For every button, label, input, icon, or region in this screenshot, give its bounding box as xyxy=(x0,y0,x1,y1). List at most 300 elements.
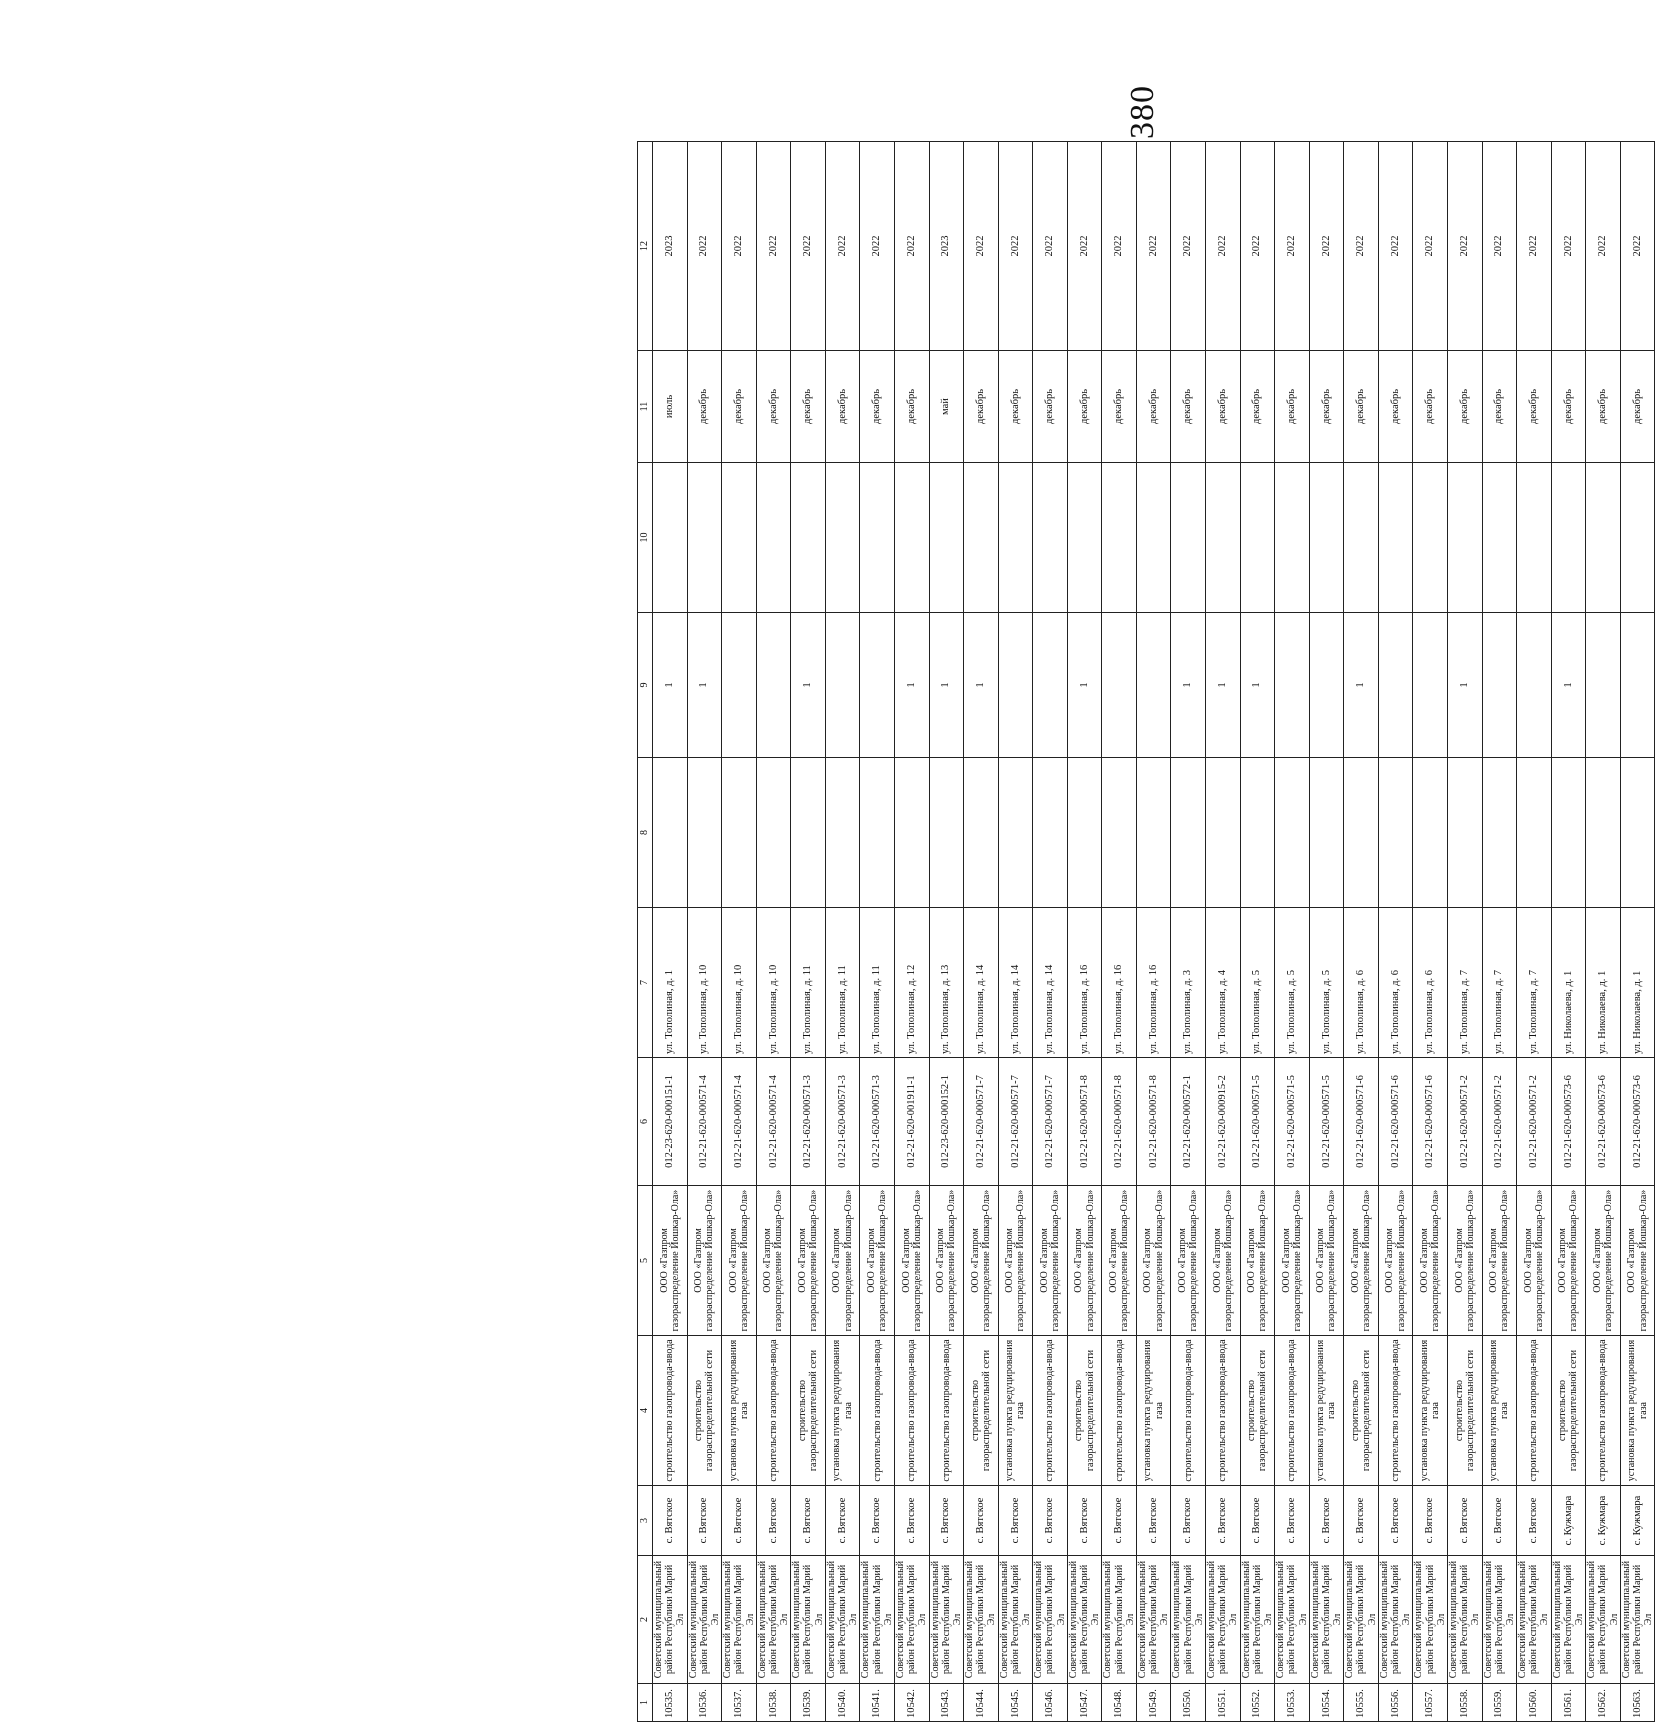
table-cell: декабрь xyxy=(1378,351,1413,463)
table-cell: 10552. xyxy=(1240,1684,1275,1722)
table-cell xyxy=(1378,613,1413,758)
table-cell: Советский муниципальный район Республики Марий Эл xyxy=(687,1556,722,1684)
table-cell: ул. Тополиная, д. 7 xyxy=(1482,908,1517,1058)
table-cell: с. Вятское xyxy=(1206,1486,1241,1556)
table-cell: ООО «Газпром газораспределение Йошкар-Ола» xyxy=(722,1186,757,1336)
table-cell: ООО «Газпром газораспределение Йошкар-Ола» xyxy=(1240,1186,1275,1336)
table-cell: ул. Тополиная, д. 16 xyxy=(1067,908,1102,1058)
table-cell: 1 xyxy=(1067,613,1102,758)
table-cell: с. Вятское xyxy=(1344,1486,1379,1556)
table-cell: с. Вятское xyxy=(1378,1486,1413,1556)
table-cell: 10561. xyxy=(1551,1684,1586,1722)
table-cell xyxy=(1136,758,1171,908)
table-cell: 10546. xyxy=(1033,1684,1068,1722)
table-cell xyxy=(1482,613,1517,758)
table-cell xyxy=(1413,613,1448,758)
table-cell: 1 xyxy=(1447,613,1482,758)
table-row xyxy=(860,142,895,1722)
table-cell: ул. Тополиная, д. 14 xyxy=(998,908,1033,1058)
table-cell: установка пункта редуцирования газа xyxy=(825,1336,860,1486)
table-cell: 2022 xyxy=(1067,142,1102,351)
table-cell: Советский муниципальный район Республики Марий Эл xyxy=(1275,1556,1310,1684)
table-cell: с. Вятское xyxy=(722,1486,757,1556)
table-cell: Советский муниципальный район Республики Марий Эл xyxy=(653,1556,688,1684)
table-cell: строительство газораспределительной сети xyxy=(687,1336,722,1486)
table-cell: строительство газопровода-ввода xyxy=(1517,1336,1552,1486)
column-header: 2 xyxy=(638,1556,653,1684)
table-cell: 10540. xyxy=(825,1684,860,1722)
table-cell xyxy=(860,463,895,613)
table-cell: ООО «Газпром газораспределение Йошкар-Ола» xyxy=(929,1186,964,1336)
table-cell: с. Вятское xyxy=(860,1486,895,1556)
table-cell: ООО «Газпром газораспределение Йошкар-Ола» xyxy=(1033,1186,1068,1336)
table-cell: декабрь xyxy=(1309,351,1344,463)
table-row xyxy=(1206,142,1241,1722)
table-cell: ул. Тополиная, д. 10 xyxy=(722,908,757,1058)
table-cell xyxy=(929,758,964,908)
column-header: 9 xyxy=(638,613,653,758)
table-cell: 2022 xyxy=(1309,142,1344,351)
table-cell: строительство газопровода-ввода xyxy=(860,1336,895,1486)
table-cell: декабрь xyxy=(1102,351,1137,463)
table-cell: 10537. xyxy=(722,1684,757,1722)
table-cell: с. Вятское xyxy=(964,1486,999,1556)
table-cell: 2022 xyxy=(1171,142,1206,351)
table-cell: с. Вятское xyxy=(1136,1486,1171,1556)
table-cell: 2022 xyxy=(687,142,722,351)
table-row xyxy=(929,142,964,1722)
table-cell: строительство газораспределительной сети xyxy=(1344,1336,1379,1486)
table-cell xyxy=(964,758,999,908)
table-cell: ООО «Газпром газораспределение Йошкар-Ола» xyxy=(653,1186,688,1336)
table-cell: строительство газораспределительной сети xyxy=(964,1336,999,1486)
table-cell: 10535. xyxy=(653,1684,688,1722)
table-row xyxy=(825,142,860,1722)
table-cell: декабрь xyxy=(1551,351,1586,463)
table-cell: ООО «Газпром газораспределение Йошкар-Ола» xyxy=(1309,1186,1344,1336)
table-cell: ООО «Газпром газораспределение Йошкар-Ола» xyxy=(1482,1186,1517,1336)
table-cell: декабрь xyxy=(998,351,1033,463)
table-cell: 012-21-620-000571-2 xyxy=(1517,1058,1552,1186)
table-cell: декабрь xyxy=(1067,351,1102,463)
table-cell xyxy=(756,613,791,758)
table-cell: с. Вятское xyxy=(1413,1486,1448,1556)
table-cell: ООО «Газпром газораспределение Йошкар-Ола» xyxy=(1413,1186,1448,1336)
table-cell: ООО «Газпром газораспределение Йошкар-Ола» xyxy=(1344,1186,1379,1336)
table-cell: 2022 xyxy=(1447,142,1482,351)
table-cell: ул. Тополиная, д. 12 xyxy=(894,908,929,1058)
table-cell: 012-21-620-000571-7 xyxy=(964,1058,999,1186)
table-cell: Советский муниципальный район Республики Марий Эл xyxy=(1171,1556,1206,1684)
table-cell: ООО «Газпром газораспределение Йошкар-Ола» xyxy=(1067,1186,1102,1336)
table-cell: установка пункта редуцирования газа xyxy=(1413,1336,1448,1486)
table-cell xyxy=(1102,463,1137,613)
table-cell xyxy=(722,758,757,908)
table-cell: 10539. xyxy=(791,1684,826,1722)
table-row xyxy=(1275,142,1310,1722)
table-cell xyxy=(1517,463,1552,613)
table-cell: 2022 xyxy=(756,142,791,351)
table-cell: ул. Тополиная, д. 14 xyxy=(1033,908,1068,1058)
table-cell: 2022 xyxy=(1136,142,1171,351)
table-cell xyxy=(1309,613,1344,758)
table-cell xyxy=(1482,758,1517,908)
table-cell: строительство газораспределительной сети xyxy=(1067,1336,1102,1486)
table-cell xyxy=(1344,758,1379,908)
table-cell: 012-21-620-000571-5 xyxy=(1240,1058,1275,1186)
gasification-table xyxy=(637,141,1655,1722)
table-cell xyxy=(1586,758,1621,908)
table-cell: Советский муниципальный район Республики Марий Эл xyxy=(1067,1556,1102,1684)
table-cell: 2022 xyxy=(1413,142,1448,351)
column-header: 4 xyxy=(638,1336,653,1486)
table-cell: декабрь xyxy=(1171,351,1206,463)
table-cell: 2022 xyxy=(722,142,757,351)
table-cell xyxy=(894,463,929,613)
table-cell: ул. Николаева, д. 1 xyxy=(1586,908,1621,1058)
table-cell: 012-21-620-000571-3 xyxy=(825,1058,860,1186)
table-cell: ул. Тополиная, д. 16 xyxy=(1102,908,1137,1058)
table-cell: ул. Тополиная, д. 5 xyxy=(1240,908,1275,1058)
table-cell: ул. Тополиная, д. 5 xyxy=(1275,908,1310,1058)
table-cell: строительство газораспределительной сети xyxy=(1447,1336,1482,1486)
table-row xyxy=(791,142,826,1722)
table-cell: 10562. xyxy=(1586,1684,1621,1722)
table-cell: установка пункта редуцирования газа xyxy=(1136,1336,1171,1486)
table-cell xyxy=(1102,758,1137,908)
table-container xyxy=(637,142,1655,1722)
table-cell: 10558. xyxy=(1447,1684,1482,1722)
table-body xyxy=(653,142,1655,1722)
table-cell: Советский муниципальный район Республики Марий Эл xyxy=(1586,1556,1621,1684)
table-cell: ООО «Газпром газораспределение Йошкар-Ола» xyxy=(1620,1186,1655,1336)
table-cell xyxy=(1240,758,1275,908)
table-cell xyxy=(1517,758,1552,908)
table-cell xyxy=(894,758,929,908)
table-cell xyxy=(825,758,860,908)
table-cell: декабрь xyxy=(1447,351,1482,463)
column-header: 5 xyxy=(638,1186,653,1336)
table-cell xyxy=(1067,463,1102,613)
table-cell xyxy=(756,463,791,613)
table-row xyxy=(1136,142,1171,1722)
table-cell: установка пункта редуцирования газа xyxy=(1620,1336,1655,1486)
table-row xyxy=(1586,142,1621,1722)
column-header: 7 xyxy=(638,908,653,1058)
table-cell: Советский муниципальный район Республики Марий Эл xyxy=(1102,1556,1137,1684)
table-cell: 10563. xyxy=(1620,1684,1655,1722)
table-cell: ул. Тополиная, д. 1 xyxy=(653,908,688,1058)
table-cell: строительство газопровода-ввода xyxy=(1275,1336,1310,1486)
table-cell: ООО «Газпром газораспределение Йошкар-Ола» xyxy=(756,1186,791,1336)
table-cell: 10557. xyxy=(1413,1684,1448,1722)
table-cell: 012-21-620-000573-6 xyxy=(1586,1058,1621,1186)
table-cell: 012-21-620-000571-2 xyxy=(1482,1058,1517,1186)
table-cell: ул. Тополиная, д. 11 xyxy=(791,908,826,1058)
table-cell: строительство газораспределительной сети xyxy=(1551,1336,1586,1486)
table-cell: ООО «Газпром газораспределение Йошкар-Ола» xyxy=(964,1186,999,1336)
table-cell: строительство газопровода-ввода xyxy=(653,1336,688,1486)
table-cell: декабрь xyxy=(1620,351,1655,463)
table-row xyxy=(756,142,791,1722)
table-cell xyxy=(1067,758,1102,908)
table-cell: Советский муниципальный район Республики Марий Эл xyxy=(998,1556,1033,1684)
table-cell: ул. Тополиная, д. 7 xyxy=(1447,908,1482,1058)
table-cell: Советский муниципальный район Республики Марий Эл xyxy=(722,1556,757,1684)
table-cell: с. Вятское xyxy=(929,1486,964,1556)
table-cell: ул. Тополиная, д. 3 xyxy=(1171,908,1206,1058)
table-cell: с. Вятское xyxy=(1517,1486,1552,1556)
table-cell: ООО «Газпром газораспределение Йошкар-Ола» xyxy=(860,1186,895,1336)
table-cell: установка пункта редуцирования газа xyxy=(1309,1336,1344,1486)
table-cell: 10544. xyxy=(964,1684,999,1722)
table-cell: с. Вятское xyxy=(1240,1486,1275,1556)
table-cell xyxy=(1206,463,1241,613)
table-cell: 2022 xyxy=(998,142,1033,351)
table-cell: 012-21-620-000571-7 xyxy=(1033,1058,1068,1186)
table-cell: ООО «Газпром газораспределение Йошкар-Ола» xyxy=(791,1186,826,1336)
table-cell: ул. Тополиная, д. 11 xyxy=(825,908,860,1058)
table-cell: 2022 xyxy=(1206,142,1241,351)
table-cell xyxy=(1620,463,1655,613)
table-cell: строительство газораспределительной сети xyxy=(791,1336,826,1486)
table-cell: 1 xyxy=(653,613,688,758)
table-cell xyxy=(1275,613,1310,758)
table-cell: ул. Тополиная, д. 16 xyxy=(1136,908,1171,1058)
table-cell: Советский муниципальный район Республики Марий Эл xyxy=(791,1556,826,1684)
table-cell: 2022 xyxy=(860,142,895,351)
table-cell: 2022 xyxy=(1517,142,1552,351)
table-cell: ул. Тополиная, д. 7 xyxy=(1517,908,1552,1058)
table-cell: Советский муниципальный район Республики Марий Эл xyxy=(1413,1556,1448,1684)
table-cell: 2022 xyxy=(825,142,860,351)
table-cell xyxy=(1240,463,1275,613)
table-cell: 2022 xyxy=(1275,142,1310,351)
table-cell xyxy=(1033,613,1068,758)
table-cell: 1 xyxy=(1551,613,1586,758)
table-cell: 10553. xyxy=(1275,1684,1310,1722)
table-cell: ООО «Газпром газораспределение Йошкар-Ола» xyxy=(1586,1186,1621,1336)
table-cell xyxy=(1551,758,1586,908)
column-header: 3 xyxy=(638,1486,653,1556)
table-cell: 10541. xyxy=(860,1684,895,1722)
table-cell: декабрь xyxy=(894,351,929,463)
table-cell xyxy=(998,758,1033,908)
table-cell xyxy=(756,758,791,908)
table-cell: с. Кужмара xyxy=(1551,1486,1586,1556)
table-cell: 1 xyxy=(929,613,964,758)
table-cell: декабрь xyxy=(1033,351,1068,463)
table-cell: Советский муниципальный район Республики Марий Эл xyxy=(825,1556,860,1684)
table-cell: 012-21-620-001911-1 xyxy=(894,1058,929,1186)
table-row xyxy=(1517,142,1552,1722)
column-header: 6 xyxy=(638,1058,653,1186)
table-cell: 012-21-620-000571-6 xyxy=(1344,1058,1379,1186)
table-cell: 10548. xyxy=(1102,1684,1137,1722)
table-cell: ул. Тополиная, д. 10 xyxy=(687,908,722,1058)
table-cell: 012-21-620-000571-2 xyxy=(1447,1058,1482,1186)
table-cell: 10536. xyxy=(687,1684,722,1722)
table-cell: декабрь xyxy=(687,351,722,463)
table-cell: с. Вятское xyxy=(894,1486,929,1556)
table-cell: строительство газопровода-ввода xyxy=(894,1336,929,1486)
table-cell: строительство газопровода-ввода xyxy=(929,1336,964,1486)
table-cell: с. Вятское xyxy=(1447,1486,1482,1556)
table-cell: ул. Тополиная, д. 10 xyxy=(756,908,791,1058)
table-cell: установка пункта редуцирования газа xyxy=(722,1336,757,1486)
table-cell xyxy=(722,613,757,758)
table-cell xyxy=(860,613,895,758)
table-cell: 012-21-620-000571-4 xyxy=(756,1058,791,1186)
column-header: 1 xyxy=(638,1684,653,1722)
table-cell: ООО «Газпром газораспределение Йошкар-Ола» xyxy=(1171,1186,1206,1336)
table-cell: строительство газопровода-ввода xyxy=(1102,1336,1137,1486)
table-row xyxy=(1240,142,1275,1722)
table-cell xyxy=(1309,758,1344,908)
table-cell: 012-23-620-000151-1 xyxy=(653,1058,688,1186)
table-cell: ООО «Газпром газораспределение Йошкар-Ола» xyxy=(1378,1186,1413,1336)
table-cell xyxy=(860,758,895,908)
table-cell: 1 xyxy=(791,613,826,758)
table-cell: ул. Тополиная, д. 5 xyxy=(1309,908,1344,1058)
table-cell: 2022 xyxy=(1378,142,1413,351)
table-cell: с. Вятское xyxy=(1171,1486,1206,1556)
table-cell: Советский муниципальный район Республики Марий Эл xyxy=(1620,1556,1655,1684)
table-cell: Советский муниципальный район Республики Марий Эл xyxy=(1136,1556,1171,1684)
table-cell xyxy=(1102,613,1137,758)
table-cell: строительство газопровода-ввода xyxy=(1033,1336,1068,1486)
table-cell: декабрь xyxy=(1240,351,1275,463)
page-number: 380 xyxy=(1124,85,1161,139)
table-cell: 012-21-620-000571-4 xyxy=(687,1058,722,1186)
table-cell: 012-21-620-000571-6 xyxy=(1378,1058,1413,1186)
table-cell: 10545. xyxy=(998,1684,1033,1722)
table-cell: строительство газопровода-ввода xyxy=(1378,1336,1413,1486)
column-header: 12 xyxy=(638,142,653,351)
table-cell: 1 xyxy=(1206,613,1241,758)
table-cell xyxy=(1620,758,1655,908)
table-cell xyxy=(653,758,688,908)
table-cell: с. Вятское xyxy=(1102,1486,1137,1556)
table-cell xyxy=(1033,463,1068,613)
table-cell: Советский муниципальный район Республики Марий Эл xyxy=(1551,1556,1586,1684)
table-cell xyxy=(1344,463,1379,613)
table-cell: Советский муниципальный район Республики Марий Эл xyxy=(964,1556,999,1684)
table-cell: ООО «Газпром газораспределение Йошкар-Ола» xyxy=(1275,1186,1310,1336)
table-cell: Советский муниципальный район Республики Марий Эл xyxy=(860,1556,895,1684)
table-cell: ООО «Газпром газораспределение Йошкар-Ола» xyxy=(998,1186,1033,1336)
table-cell: 012-21-620-000571-4 xyxy=(722,1058,757,1186)
table-cell: 10560. xyxy=(1517,1684,1552,1722)
table-row xyxy=(1102,142,1137,1722)
table-cell: с. Кужмара xyxy=(1620,1486,1655,1556)
table-cell: декабрь xyxy=(964,351,999,463)
table-cell: ул. Тополиная, д. 14 xyxy=(964,908,999,1058)
table-cell: 2023 xyxy=(929,142,964,351)
table-cell: ул. Николаева, д. 1 xyxy=(1551,908,1586,1058)
table-row xyxy=(964,142,999,1722)
table-cell: 10542. xyxy=(894,1684,929,1722)
column-header: 11 xyxy=(638,351,653,463)
table-cell: 012-21-620-000573-6 xyxy=(1551,1058,1586,1186)
table-cell: с. Вятское xyxy=(1309,1486,1344,1556)
table-cell: с. Вятское xyxy=(1033,1486,1068,1556)
table-cell: с. Вятское xyxy=(998,1486,1033,1556)
table-cell: 012-23-620-000152-1 xyxy=(929,1058,964,1186)
table-row xyxy=(1067,142,1102,1722)
table-row xyxy=(1413,142,1448,1722)
table-cell: 1 xyxy=(1344,613,1379,758)
table-cell: с. Вятское xyxy=(1275,1486,1310,1556)
table-cell xyxy=(1413,463,1448,613)
table-cell: с. Вятское xyxy=(1482,1486,1517,1556)
table-cell: декабрь xyxy=(722,351,757,463)
table-cell: с. Вятское xyxy=(687,1486,722,1556)
table-cell: 2022 xyxy=(1344,142,1379,351)
table-cell: 2022 xyxy=(791,142,826,351)
table-cell xyxy=(929,463,964,613)
table-cell xyxy=(825,463,860,613)
table-row xyxy=(1344,142,1379,1722)
table-cell: ООО «Газпром газораспределение Йошкар-Ола» xyxy=(1517,1186,1552,1336)
table-cell: 2022 xyxy=(1551,142,1586,351)
table-cell: 2022 xyxy=(1482,142,1517,351)
table-cell: 012-21-620-000571-5 xyxy=(1275,1058,1310,1186)
table-cell: июль xyxy=(653,351,688,463)
table-cell: декабрь xyxy=(860,351,895,463)
column-header: 10 xyxy=(638,463,653,613)
table-cell: 012-21-620-000571-3 xyxy=(860,1058,895,1186)
table-cell: ул. Николаева, д. 1 xyxy=(1620,908,1655,1058)
table-cell: строительство газораспределительной сети xyxy=(1240,1336,1275,1486)
table-cell: строительство газопровода-ввода xyxy=(1171,1336,1206,1486)
table-cell xyxy=(1171,758,1206,908)
table-cell xyxy=(1033,758,1068,908)
table-cell: Советский муниципальный район Республики Марий Эл xyxy=(1378,1556,1413,1684)
table-cell xyxy=(1586,463,1621,613)
table-cell: 10555. xyxy=(1344,1684,1379,1722)
table-cell xyxy=(825,613,860,758)
table-cell: декабрь xyxy=(825,351,860,463)
table-row xyxy=(1551,142,1586,1722)
table-cell: 10551. xyxy=(1206,1684,1241,1722)
table-row xyxy=(1620,142,1655,1722)
table-cell: 10543. xyxy=(929,1684,964,1722)
table-cell: 012-21-620-000915-2 xyxy=(1206,1058,1241,1186)
table-cell: 10556. xyxy=(1378,1684,1413,1722)
table-row xyxy=(1447,142,1482,1722)
table-cell xyxy=(1551,463,1586,613)
table-cell: 2022 xyxy=(894,142,929,351)
table-cell: 012-21-620-000571-6 xyxy=(1413,1058,1448,1186)
table-cell: 012-21-620-000571-3 xyxy=(791,1058,826,1186)
table-cell: Советский муниципальный район Республики Марий Эл xyxy=(1344,1556,1379,1684)
table-cell: 2022 xyxy=(964,142,999,351)
table-cell xyxy=(1136,613,1171,758)
table-cell: декабрь xyxy=(1206,351,1241,463)
table-row xyxy=(1482,142,1517,1722)
table-cell: 2022 xyxy=(1033,142,1068,351)
table-row xyxy=(1378,142,1413,1722)
table-cell: Советский муниципальный район Республики Марий Эл xyxy=(756,1556,791,1684)
table-cell xyxy=(791,758,826,908)
table-cell: 2022 xyxy=(1240,142,1275,351)
table-row xyxy=(722,142,757,1722)
table-cell: с. Вятское xyxy=(791,1486,826,1556)
table-cell: 012-21-620-000571-7 xyxy=(998,1058,1033,1186)
table-cell: с. Вятское xyxy=(825,1486,860,1556)
table-cell: ул. Тополиная, д. 6 xyxy=(1413,908,1448,1058)
